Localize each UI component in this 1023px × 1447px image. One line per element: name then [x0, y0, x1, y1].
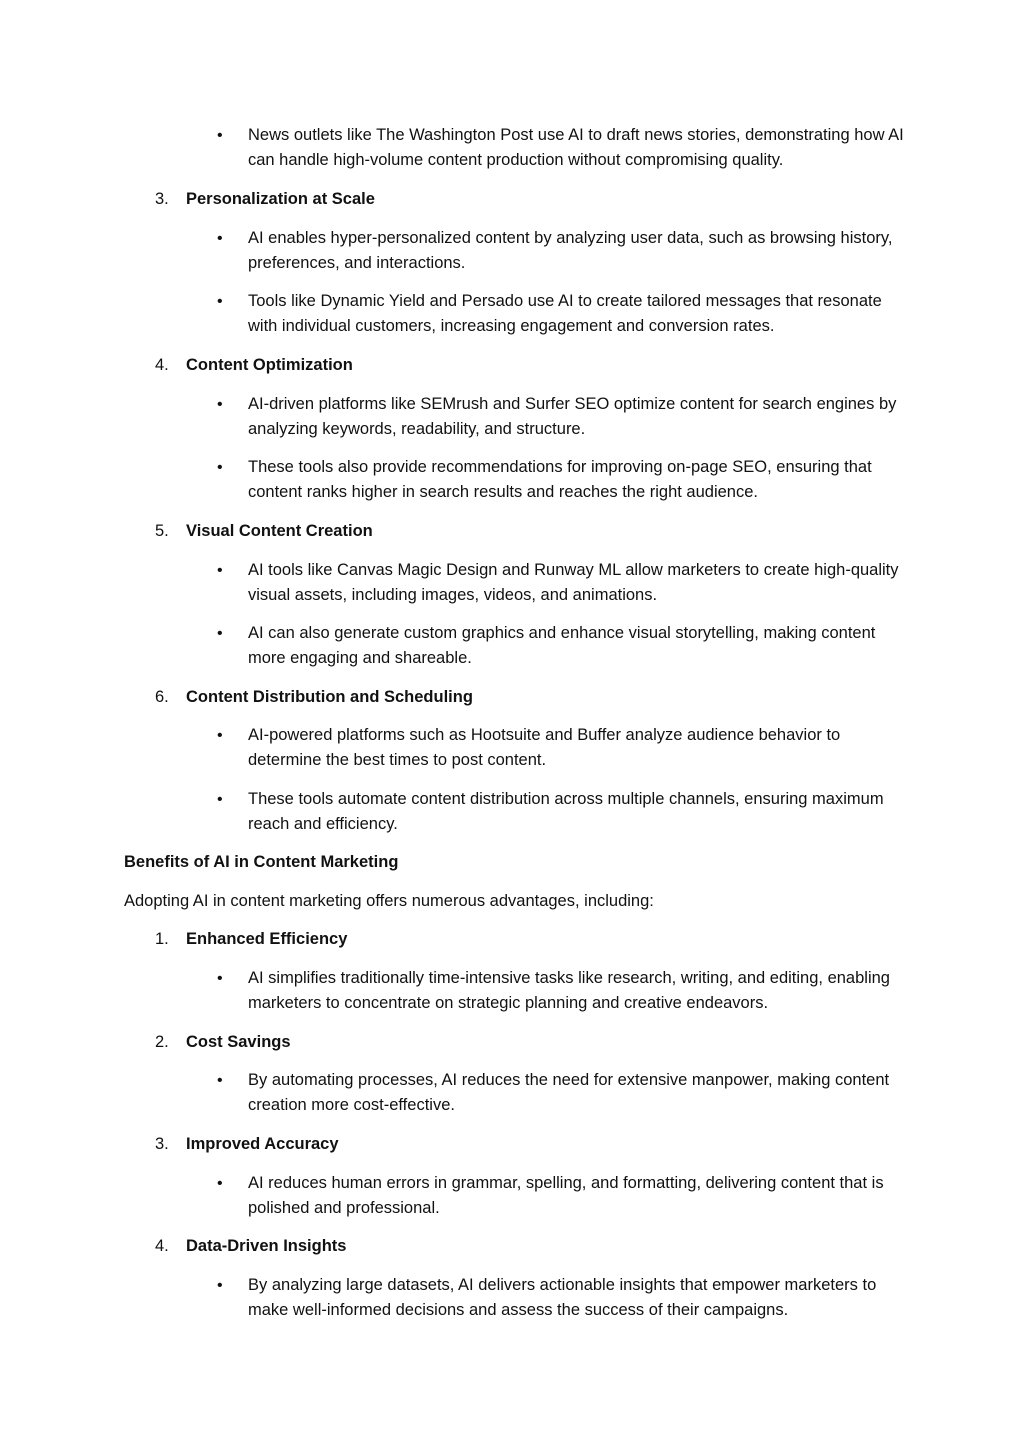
numbered-heading [155, 187, 375, 212]
list-number: 4. [155, 1237, 169, 1255]
list-item-bullet: • AI enables hyper-personalized content by analyzing user data, such as browsing history, preferences, and interactions. [248, 226, 908, 276]
list-number: 5. [155, 522, 169, 540]
section-heading: Benefits of AI in Content Marketing [124, 853, 399, 871]
heading-title: Cost Savings [186, 1033, 291, 1051]
list-number: 3. [155, 1135, 169, 1153]
heading-title: Content Distribution and Scheduling [186, 688, 473, 706]
list-item-bullet: • News outlets like The Washington Post use AI to draft news stories, demonstrating how AI can handle high-volume content production without compromising quality. [248, 123, 908, 173]
heading-title: Improved Accuracy [186, 1135, 339, 1153]
numbered-heading [155, 1234, 347, 1259]
list-item-bullet: • AI-driven platforms like SEMrush and Surfer SEO optimize content for search engines by analyzing keywords, readability, and structure. [248, 392, 908, 442]
numbered-heading [155, 685, 473, 710]
list-item-bullet: • AI can also generate custom graphics and enhance visual storytelling, making content more engaging and shareable. [248, 621, 908, 671]
list-number: 1. [155, 930, 169, 948]
list-number: 6. [155, 688, 169, 706]
heading-title: Personalization at Scale [186, 190, 375, 208]
list-item-bullet: • AI simplifies traditionally time-intensive tasks like research, writing, and editing, enabling marketers to concentrate on strategic planning and creative endeavors. [248, 966, 908, 1016]
list-item-bullet: • By analyzing large datasets, AI delivers actionable insights that empower marketers to make well-informed decisions and assess the success of their campaigns. [248, 1273, 908, 1323]
list-number: 3. [155, 190, 169, 208]
list-item-bullet: • AI-powered platforms such as Hootsuite and Buffer analyze audience behavior to determine the best times to post content. [248, 723, 908, 773]
list-item-bullet: • Tools like Dynamic Yield and Persado use AI to create tailored messages that resonate with individual customers, increasing engagement and conversion rates. [248, 289, 908, 339]
list-item-bullet: • AI tools like Canvas Magic Design and Runway ML allow marketers to create high-quality visual assets, including images, videos, and animations. [248, 558, 908, 608]
numbered-heading [155, 927, 348, 952]
list-number: 4. [155, 356, 169, 374]
list-item-bullet: • These tools automate content distribution across multiple channels, ensuring maximum reach and efficiency. [248, 787, 908, 837]
paragraph: Adopting AI in content marketing offers numerous advantages, including: [124, 892, 654, 910]
list-item-bullet: • By automating processes, AI reduces the need for extensive manpower, making content creation more cost-effective. [248, 1068, 908, 1118]
heading-title: Data-Driven Insights [186, 1237, 347, 1255]
list-number: 2. [155, 1033, 169, 1051]
heading-title: Content Optimization [186, 356, 353, 374]
list-item-bullet: • AI reduces human errors in grammar, spelling, and formatting, delivering content that is polished and professional. [248, 1171, 908, 1221]
numbered-heading [155, 1030, 291, 1055]
numbered-heading [155, 1132, 339, 1157]
heading-title: Enhanced Efficiency [186, 930, 348, 948]
list-item-bullet: • These tools also provide recommendations for improving on-page SEO, ensuring that content ranks higher in search results and reaches the right audience. [248, 455, 908, 505]
heading-title: Visual Content Creation [186, 522, 373, 540]
numbered-heading [155, 353, 353, 378]
numbered-heading [155, 519, 373, 544]
